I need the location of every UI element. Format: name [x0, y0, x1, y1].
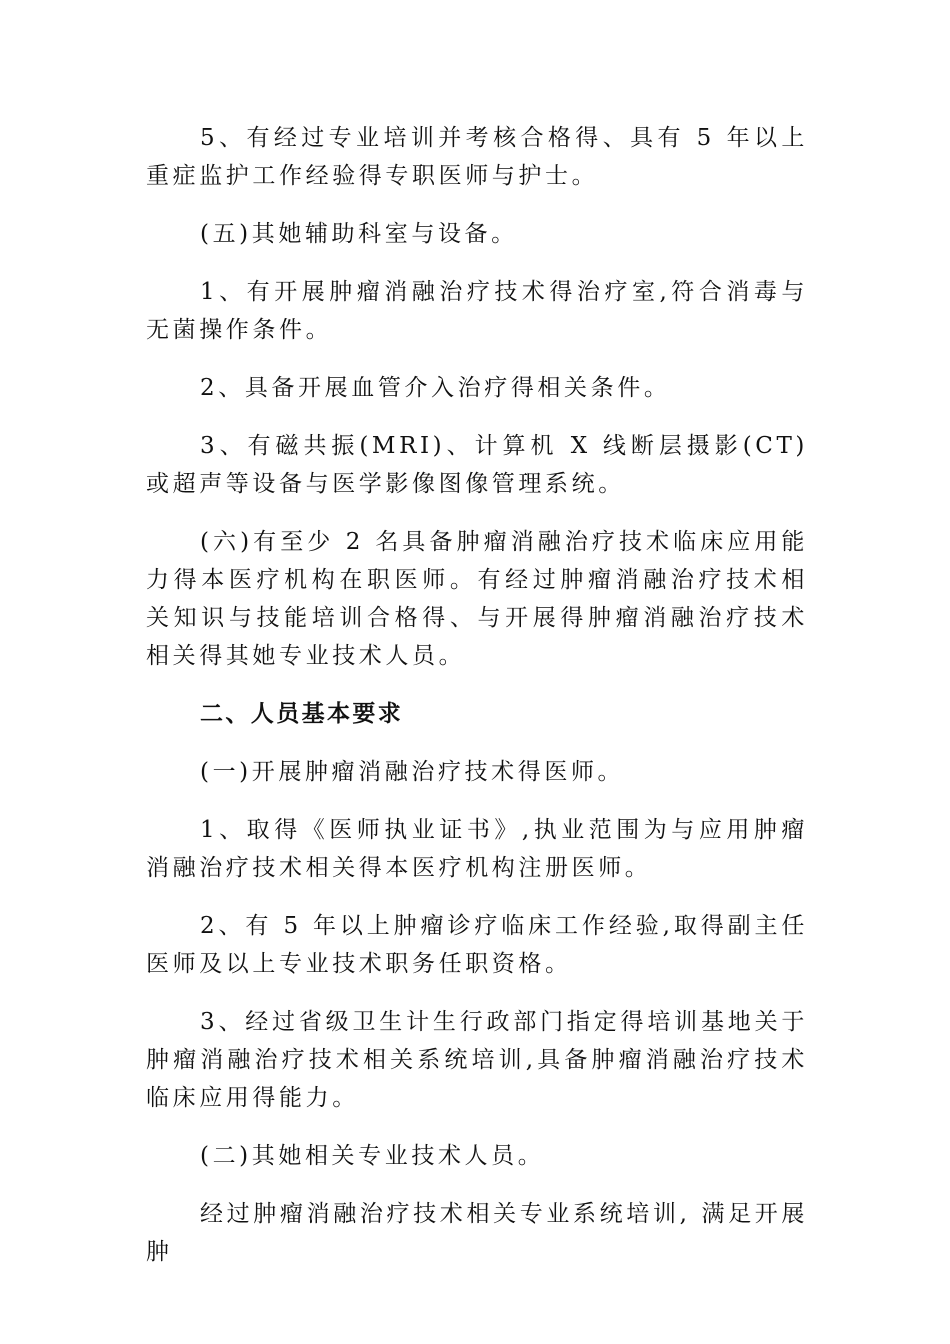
paragraph-experience: 2、有 5 年以上肿瘤诊疗临床工作经验,取得副主任医师及以上专业技术职务任职资格。	[146, 913, 808, 977]
paragraph-other-staff: (二)其她相关专业技术人员。	[200, 1143, 545, 1169]
document-body	[146, 119, 808, 1291]
paragraph-system-training: 经过肿瘤消融治疗技术相关专业系统培训, 满足开展肿	[146, 1201, 808, 1265]
paragraph-section-five: (五)其她辅助科室与设备。	[200, 221, 518, 247]
paragraph-5-staff: 5、有经过专业培训并考核合格得、具有 5 年以上重症监护工作经验得专职医师与护士。	[146, 125, 808, 189]
section-heading-personnel: 二、人员基本要求	[200, 701, 404, 727]
paragraph-vascular-intervention: 2、具备开展血管介入治疗得相关条件。	[200, 375, 671, 401]
paragraph-imaging-equipment: 3、有磁共振(MRI)、计算机 X 线断层摄影(CT)或超声等设备与医学影像图像管理系统。	[146, 433, 808, 497]
paragraph-treatment-room: 1、有开展肿瘤消融治疗技术得治疗室,符合消毒与无菌操作条件。	[146, 279, 808, 343]
paragraph-section-six: (六)有至少 2 名具备肿瘤消融治疗技术临床应用能力得本医疗机构在职医师。有经过肿瘤消融治疗技术相关知识与技能培训合格得、与开展得肿瘤消融治疗技术相关得其她专业技术人员。	[146, 529, 808, 669]
paragraph-training: 3、经过省级卫生计生行政部门指定得培训基地关于肿瘤消融治疗技术相关系统培训,具备肿瘤消融治疗技术临床应用得能力。	[146, 1009, 808, 1111]
paragraph-physicians: (一)开展肿瘤消融治疗技术得医师。	[200, 759, 625, 785]
paragraph-license: 1、取得《医师执业证书》,执业范围为与应用肿瘤消融治疗技术相关得本医疗机构注册医师。	[146, 817, 808, 881]
